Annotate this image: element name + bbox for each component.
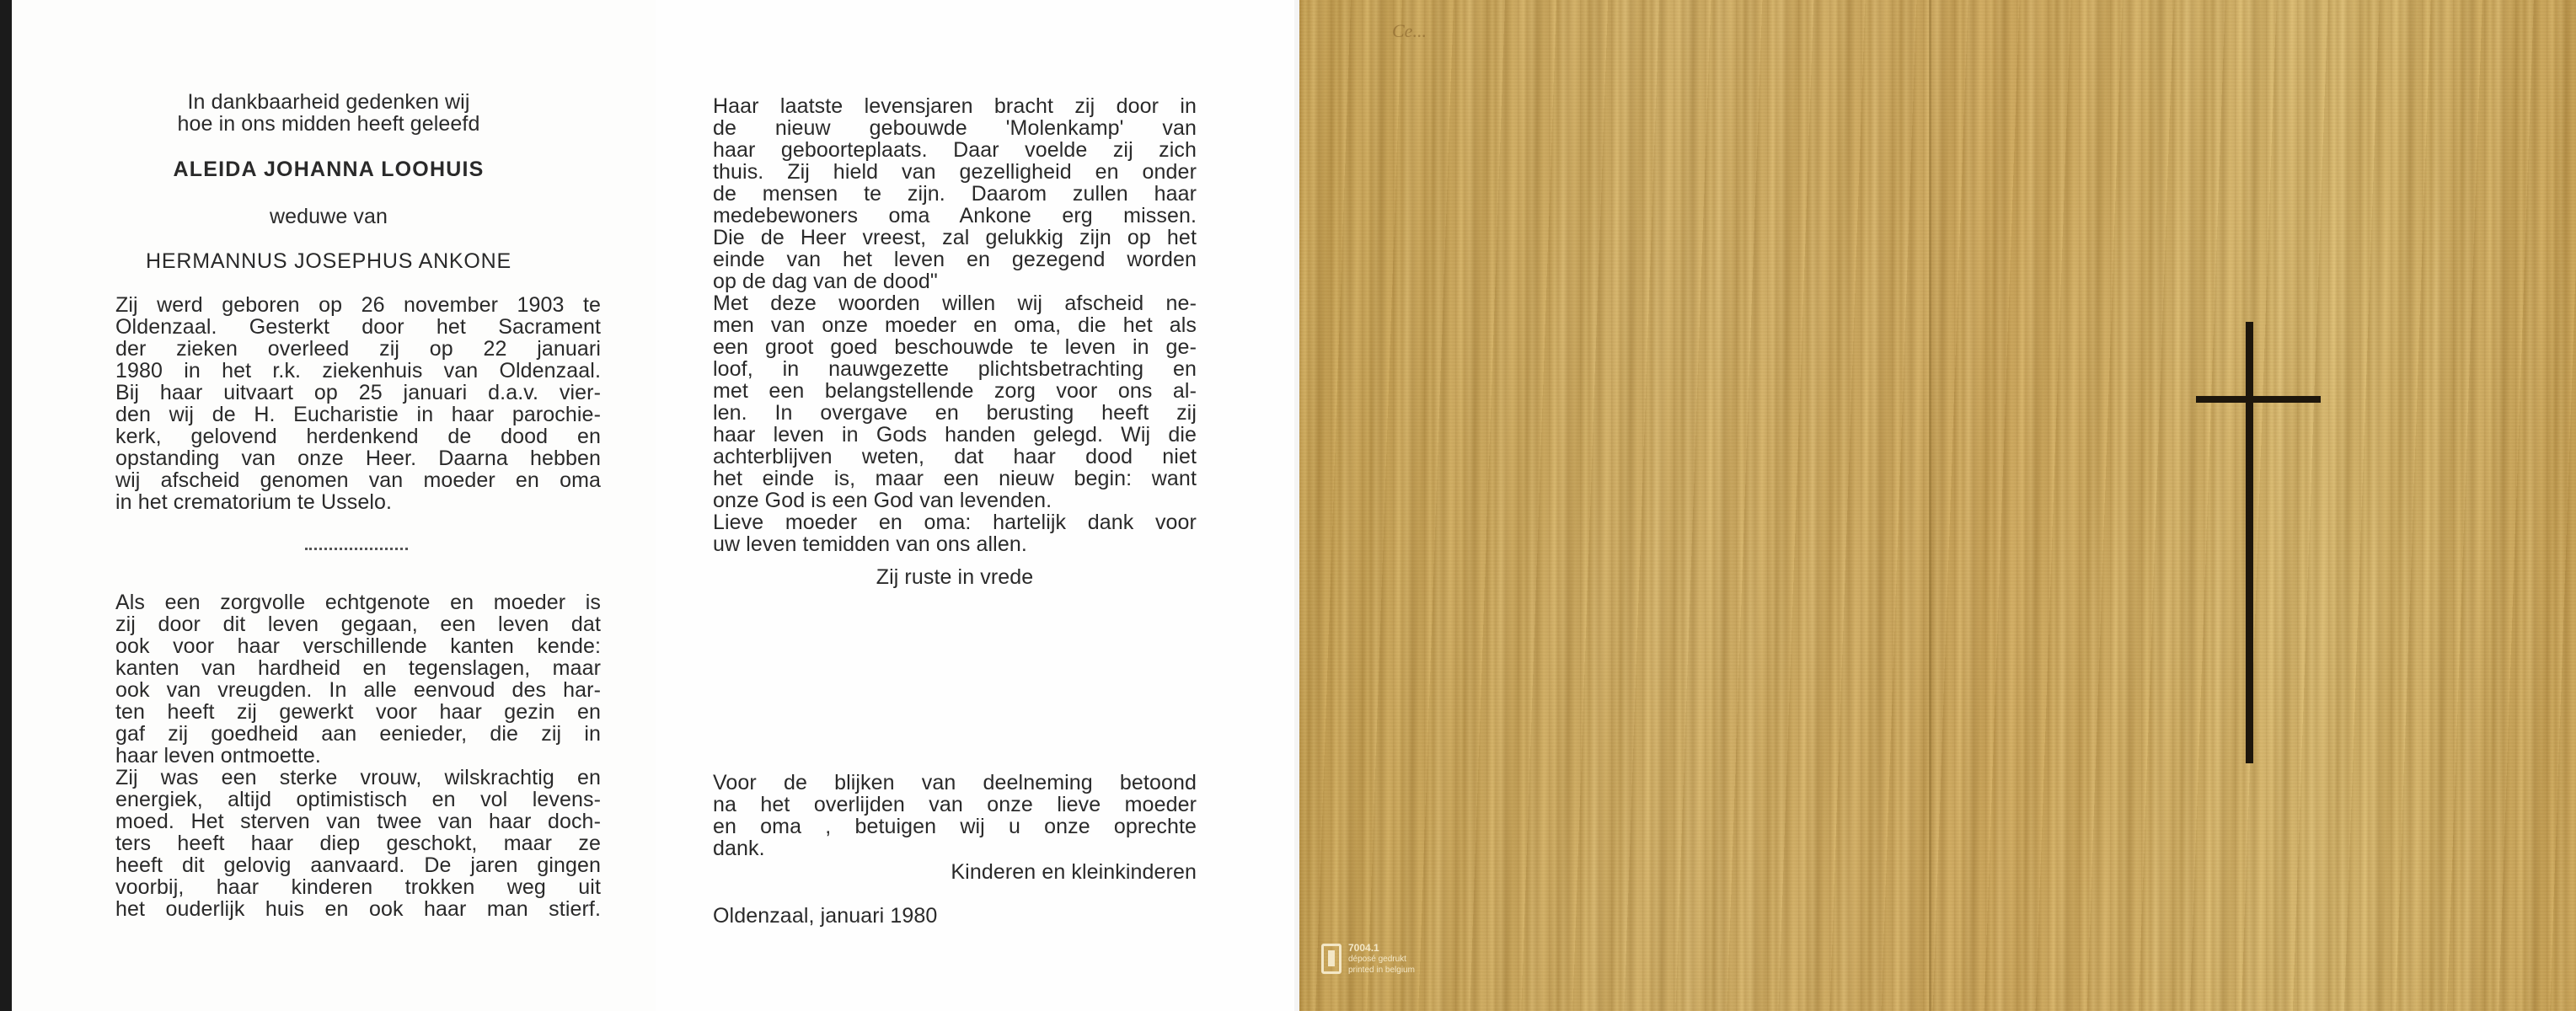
biography-paragraph — [115, 294, 601, 513]
intro-line: hoe in ons midden heeft geleefd — [177, 112, 480, 136]
text-line: na het overlijden van onze lieve moeder — [713, 793, 1197, 816]
deceased-name: ALEIDA JOHANNA LOOHUIS — [173, 158, 485, 181]
text-line: der zieken overleed zij op 22 januari — [115, 337, 601, 361]
text-line: den wij de H. Eucharistie in haar parochie- — [115, 403, 601, 426]
spouse-name: HERMANNUS JOSEPHUS ANKONE — [146, 249, 511, 273]
text-line: gaf zij goedheid aan eenieder, die zij in — [115, 722, 601, 746]
text-line: haar leven in Gods handen gelegd. Wij die — [713, 423, 1197, 447]
text-line: moed. Het sterven van twee van haar doch- — [115, 810, 601, 833]
text-line: ook van vreugden. In alle eenvoud des har- — [115, 678, 601, 702]
printer-code: 7004.1 — [1348, 942, 1379, 954]
signature-line: Kinderen en kleinkinderen — [951, 860, 1197, 884]
text-line: Zij werd geboren op 26 november 1903 te — [115, 293, 601, 317]
text-line: heeft dit gelovig aanvaard. De jaren gingen — [115, 853, 601, 877]
text-line: het ouderlijk huis en ook haar man stierf. — [115, 897, 601, 921]
textured-cover — [1299, 0, 2576, 1011]
cross-icon-vertical-bar — [2246, 322, 2253, 763]
text-line: kerk, gelovend herdenkend de dood en — [115, 425, 601, 448]
text-line: de nieuw gebouwde 'Molenkamp' van — [713, 116, 1197, 140]
text-line: einde van het leven en gezegend worden — [713, 248, 1197, 271]
text-line: energiek, altijd optimistisch en vol levens- — [115, 788, 601, 811]
text-line: opstanding van onze Heer. Daarna hebben — [115, 447, 601, 470]
text-line: in het crematorium te Usselo. — [115, 490, 393, 514]
text-line: achterblijven weten, dat haar dood niet — [713, 445, 1197, 468]
text-line: een groot goed beschouwde te leven in ge- — [713, 335, 1197, 359]
later-years-paragraph — [713, 95, 1197, 555]
text-line: de mensen te zijn. Daarom zullen haar — [713, 182, 1197, 206]
text-line: medebewoners oma Ankone erg missen. — [713, 204, 1197, 227]
text-line: met een belangstellende zorg voor ons al- — [713, 379, 1197, 403]
text-line: dank. — [713, 837, 765, 860]
printer-origin-text: printed in belgium — [1348, 966, 1415, 975]
text-line: Lieve moeder en oma: hartelijk dank voor — [713, 511, 1197, 534]
text-line: Oldenzaal. Gesterkt door het Sacrament — [115, 315, 601, 339]
rest-in-peace-line: Zij ruste in vrede — [876, 565, 1034, 589]
scan-edge-shadow — [0, 0, 12, 1011]
text-line: onze God is een God van levenden. — [713, 489, 1052, 512]
text-line: het einde is, maar een nieuw begin: want — [713, 467, 1197, 490]
text-line: ook voor haar verschillende kanten kende: — [115, 634, 601, 658]
inner-left-page — [0, 0, 656, 1011]
text-line: haar leven ontmoette. — [115, 744, 321, 768]
text-line: thuis. Zij hield van gezelligheid en onder — [713, 160, 1197, 184]
text-line: len. In overgave en berusting heeft zij — [713, 401, 1197, 425]
text-line: ters heeft haar diep geschokt, maar ze — [115, 832, 601, 855]
printer-logo-icon — [1321, 944, 1342, 974]
text-line: Voor de blijken van deelneming betoond — [713, 771, 1197, 794]
printer-deposit-text: déposé gedrukt — [1348, 955, 1406, 964]
text-line: en oma , betuigen wij u onze oprechte — [713, 815, 1197, 838]
widow-label: weduwe van — [270, 205, 388, 228]
section-divider — [305, 548, 408, 555]
text-line: Haar laatste levensjaren bracht zij door in — [713, 94, 1197, 118]
thanks-paragraph — [713, 772, 1197, 859]
text-line: 1980 in het r.k. ziekenhuis van Oldenzaal. — [115, 359, 601, 382]
cover-fold-line — [1929, 0, 1931, 1011]
text-line: uw leven temidden van ons allen. — [713, 532, 1027, 556]
text-line: ten heeft zij gewerkt voor haar gezin en — [115, 700, 601, 724]
text-line: zij door dit leven gegaan, een leven dat — [115, 612, 601, 636]
inner-middle-page — [656, 0, 1294, 1011]
text-line: Zij was een sterke vrouw, wilskrachtig en — [115, 766, 601, 789]
cross-icon-horizontal-bar — [2196, 396, 2321, 403]
text-line: wij afscheid genomen van moeder en oma — [115, 468, 601, 492]
text-line: Bij haar uitvaart op 25 januari d.a.v. vier- — [115, 381, 601, 404]
text-line: Met deze woorden willen wij afscheid ne- — [713, 292, 1197, 315]
character-paragraph — [115, 591, 601, 920]
printer-mark — [1321, 942, 1439, 982]
intro-text — [118, 91, 539, 135]
text-line: Die de Heer vreest, zal gelukkig zijn op het — [713, 226, 1197, 249]
text-line: men van onze moeder en oma, die het als — [713, 313, 1197, 337]
text-line: op de dag van de dood" — [713, 270, 938, 293]
text-line: voorbij, haar kinderen trokken weg uit — [115, 875, 601, 899]
cover-pencil-note: Ce... — [1392, 20, 1427, 41]
text-line: kanten van hardheid en tegenslagen, maar — [115, 656, 601, 680]
text-line: Als een zorgvolle echtgenote en moeder is — [115, 591, 601, 614]
intro-line: In dankbaarheid gedenken wij — [187, 90, 470, 114]
text-line: loof, in nauwgezette plichtsbetrachting en — [713, 357, 1197, 381]
text-line: haar geboorteplaats. Daar voelde zij zich — [713, 138, 1197, 162]
place-date-line: Oldenzaal, januari 1980 — [713, 904, 938, 928]
